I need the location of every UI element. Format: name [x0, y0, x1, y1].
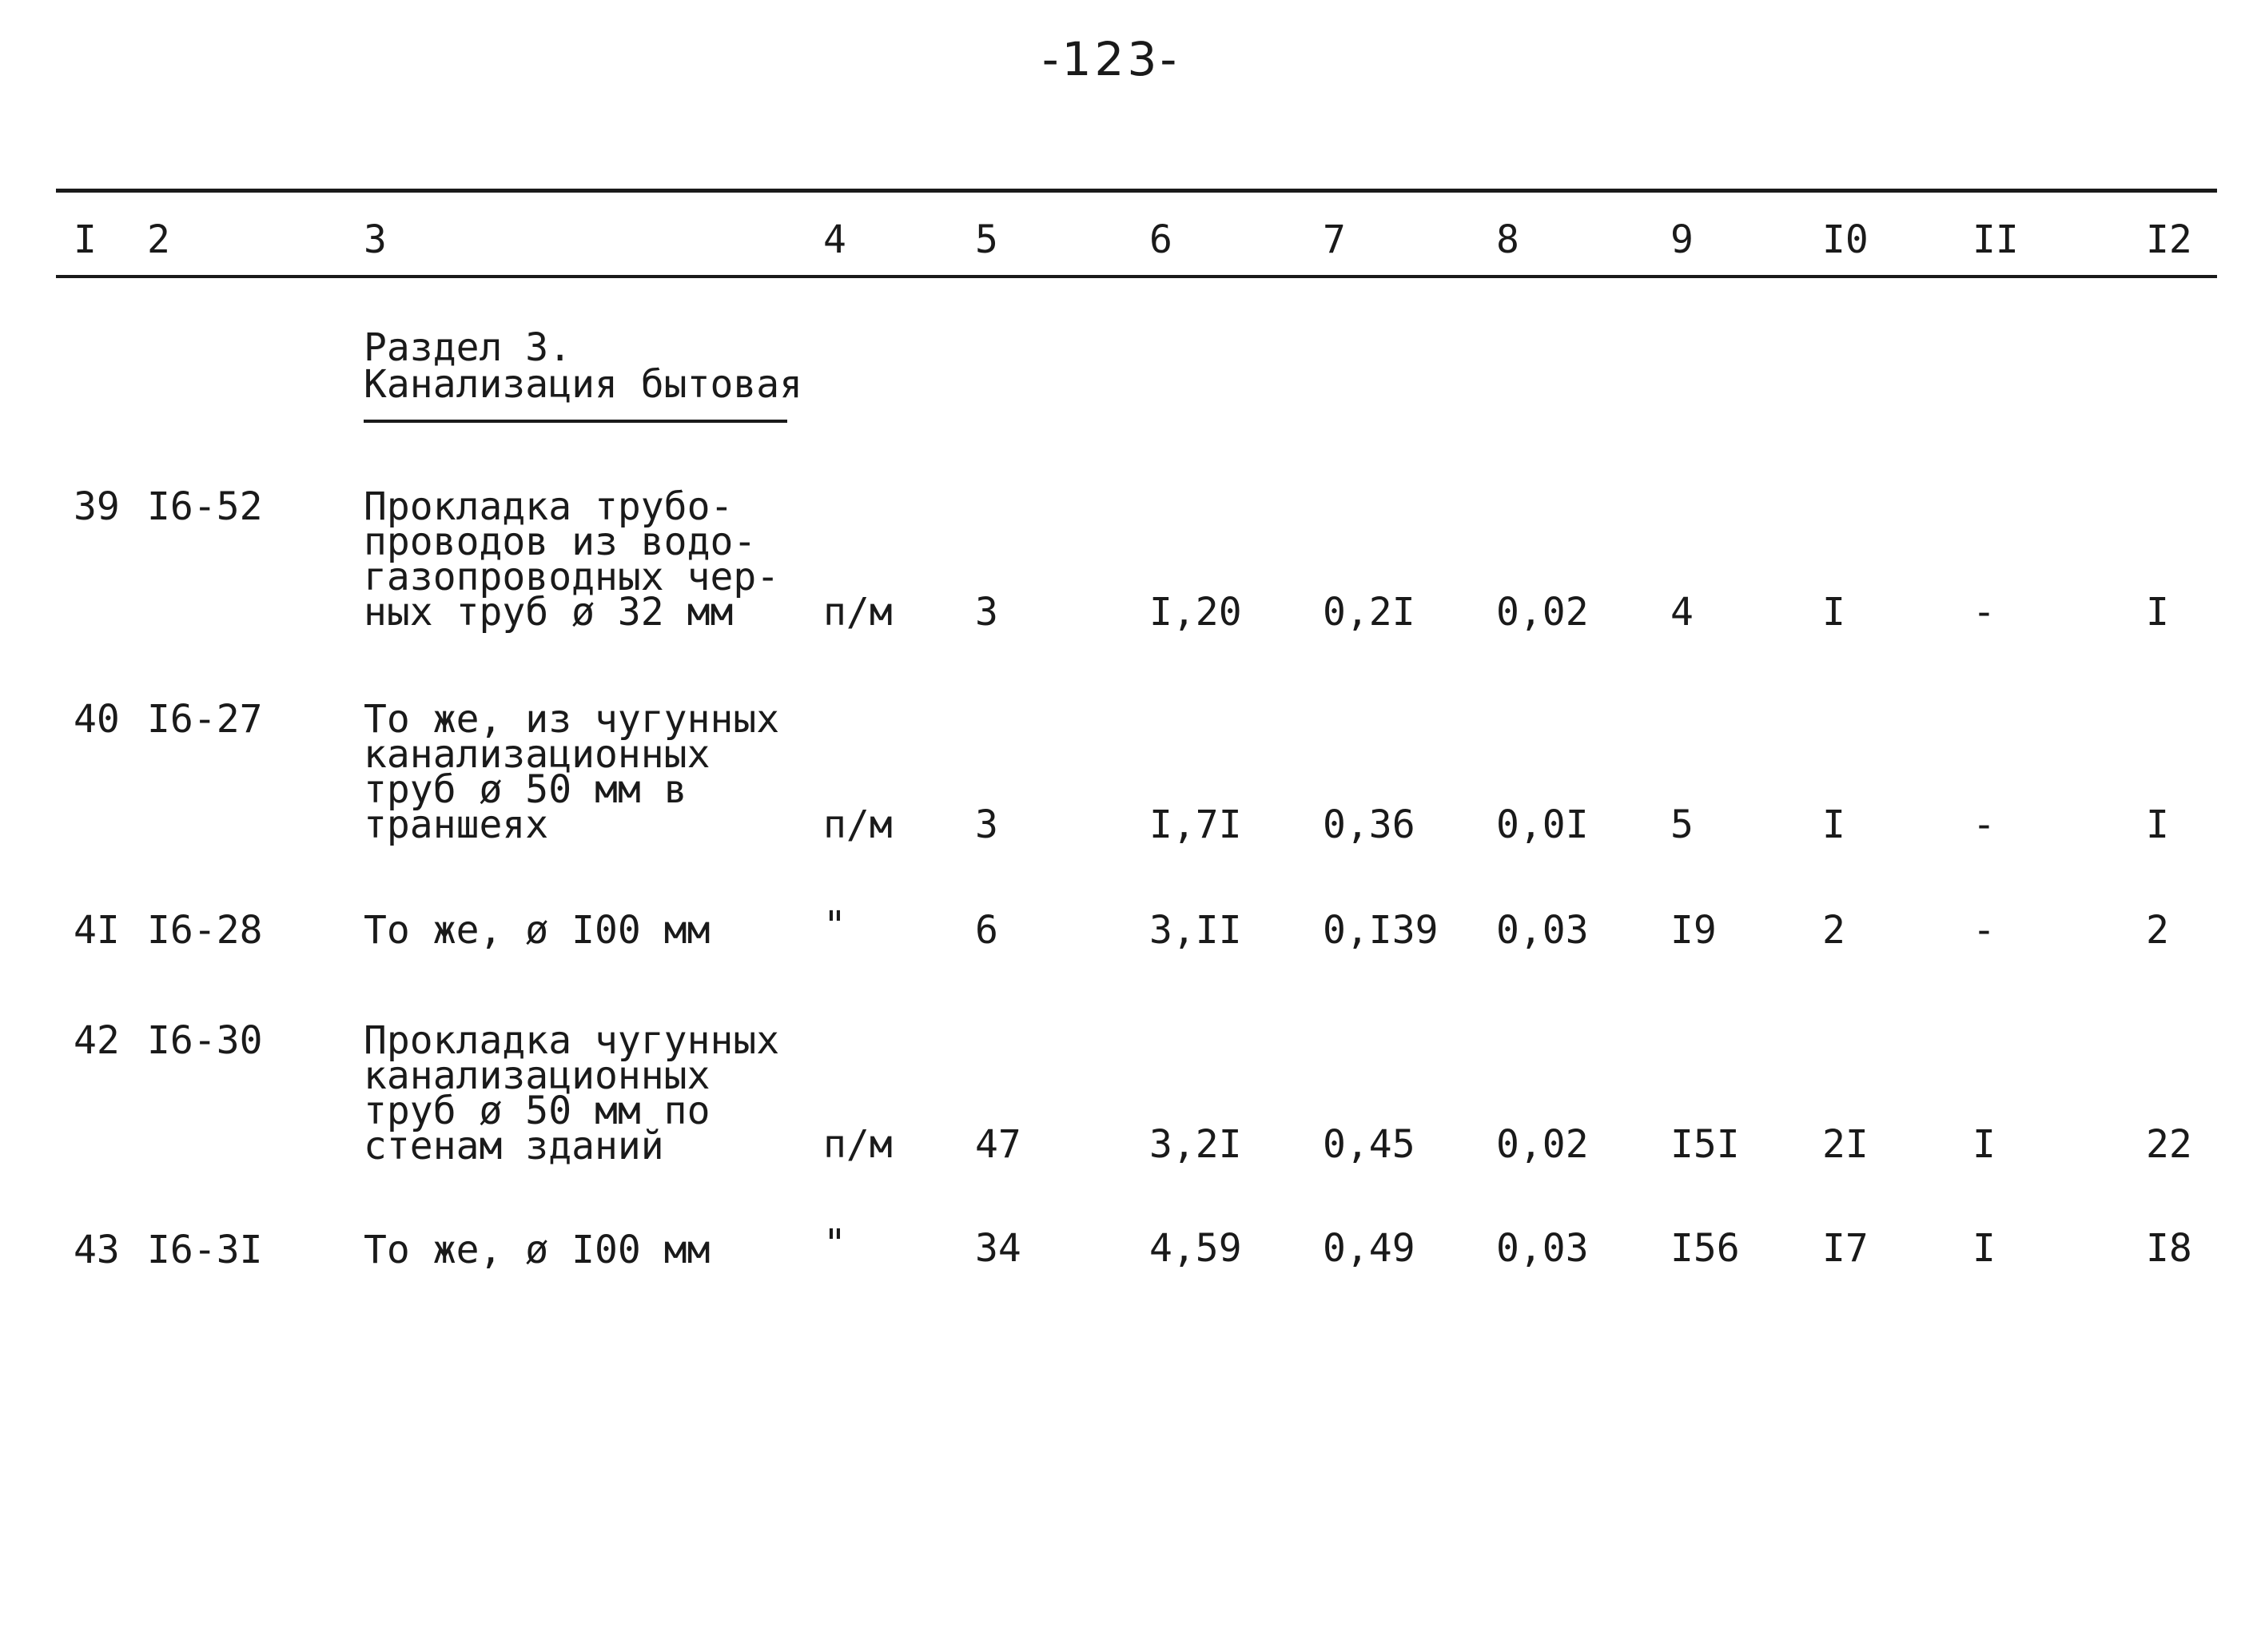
row-value: 2: [1822, 908, 1845, 953]
row-value: 2I: [1822, 1122, 1869, 1167]
description-line: газопроводных чер-: [364, 555, 780, 599]
row-value: 5: [1670, 802, 1694, 847]
row-unit: п/м: [823, 802, 893, 847]
row-value: I8: [2146, 1226, 2192, 1271]
column-header: 8: [1496, 217, 1519, 262]
description-line: проводов из водо-: [364, 519, 757, 564]
row-number: 43: [74, 1228, 120, 1272]
row-value: 3: [975, 590, 998, 635]
row-value: 0,03: [1496, 908, 1589, 953]
description-line: То же, ø I00 мм: [364, 908, 711, 953]
row-value: 0,0I: [1496, 802, 1589, 847]
section-title: [364, 325, 803, 407]
row-code: I6-28: [147, 908, 263, 953]
row-value: I7: [1822, 1226, 1869, 1271]
row-description: [364, 1018, 780, 1168]
row-value: I: [1822, 590, 1845, 635]
row-number: 40: [74, 697, 120, 742]
column-header: II: [1972, 217, 2019, 262]
row-value: 0,49: [1323, 1226, 1415, 1271]
row-value: -: [1972, 908, 1996, 953]
row-value: I,20: [1149, 590, 1242, 635]
row-value: 0,02: [1496, 1122, 1589, 1167]
row-value: I: [2146, 802, 2169, 847]
row-value: 34: [975, 1226, 1021, 1271]
row-code: I6-27: [147, 697, 263, 742]
row-code: I6-52: [147, 484, 263, 529]
description-line: канализационных: [364, 732, 711, 777]
column-header: I2: [2146, 217, 2192, 262]
column-header: 2: [147, 217, 170, 262]
row-value: 22: [2146, 1122, 2192, 1167]
row-value: -: [1972, 590, 1996, 635]
row-description: [364, 697, 780, 847]
description-line: То же, из чугунных: [364, 697, 780, 742]
row-number: 39: [74, 484, 120, 529]
row-value: 0,02: [1496, 590, 1589, 635]
row-value: I,7I: [1149, 802, 1242, 847]
header-bottom-rule: [56, 275, 2217, 278]
row-value: 3,II: [1149, 908, 1242, 953]
row-code: I6-30: [147, 1018, 263, 1063]
row-value: I: [1972, 1122, 1996, 1167]
description-line: труб ø 50 мм по: [364, 1089, 711, 1133]
row-description: [364, 1228, 711, 1272]
row-code: I6-3I: [147, 1228, 263, 1272]
description-line: стенам зданий: [364, 1124, 664, 1168]
row-description: [364, 908, 711, 953]
row-value: I: [2146, 590, 2169, 635]
column-header: 6: [1149, 217, 1172, 262]
description-line: труб ø 50 мм в: [364, 767, 687, 812]
row-value: 4: [1670, 590, 1694, 635]
row-value: 3: [975, 802, 998, 847]
description-line: Прокладка трубо-: [364, 484, 734, 529]
section-number: Раздел 3.: [364, 325, 572, 370]
column-header: 7: [1323, 217, 1346, 262]
row-value: 0,45: [1323, 1122, 1415, 1167]
row-value: I: [1972, 1226, 1996, 1271]
row-unit: п/м: [823, 590, 893, 635]
page-number: -123-: [1041, 32, 1180, 86]
description-line: ных труб ø 32 мм: [364, 590, 734, 635]
column-header: 3: [364, 217, 387, 262]
row-value: I: [1822, 802, 1845, 847]
row-unit: п/м: [823, 1122, 893, 1167]
column-header: 9: [1670, 217, 1694, 262]
table-top-rule: [56, 189, 2217, 193]
row-value: -: [1972, 802, 1996, 847]
column-header: I0: [1822, 217, 1869, 262]
column-header: I: [74, 217, 97, 262]
row-unit: ": [823, 903, 846, 948]
description-line: траншеях: [364, 802, 549, 847]
row-unit: ": [823, 1221, 846, 1266]
row-value: 0,2I: [1323, 590, 1415, 635]
column-header: 4: [823, 217, 846, 262]
column-header: 5: [975, 217, 998, 262]
section-underline: [364, 420, 787, 423]
description-line: То же, ø I00 мм: [364, 1228, 711, 1272]
row-value: 0,36: [1323, 802, 1415, 847]
row-value: 6: [975, 908, 998, 953]
description-line: Прокладка чугунных: [364, 1018, 780, 1063]
row-value: 3,2I: [1149, 1122, 1242, 1167]
section-name: Канализация бытовая: [364, 362, 803, 407]
row-number: 4I: [74, 908, 120, 953]
row-value: 2: [2146, 908, 2169, 953]
row-number: 42: [74, 1018, 120, 1063]
row-value: I9: [1670, 908, 1717, 953]
row-value: I5I: [1670, 1122, 1740, 1167]
row-value: 0,I39: [1323, 908, 1439, 953]
row-description: [364, 484, 780, 635]
row-value: I56: [1670, 1226, 1740, 1271]
row-value: 0,03: [1496, 1226, 1589, 1271]
row-value: 4,59: [1149, 1226, 1242, 1271]
description-line: канализационных: [364, 1053, 711, 1098]
row-value: 47: [975, 1122, 1021, 1167]
